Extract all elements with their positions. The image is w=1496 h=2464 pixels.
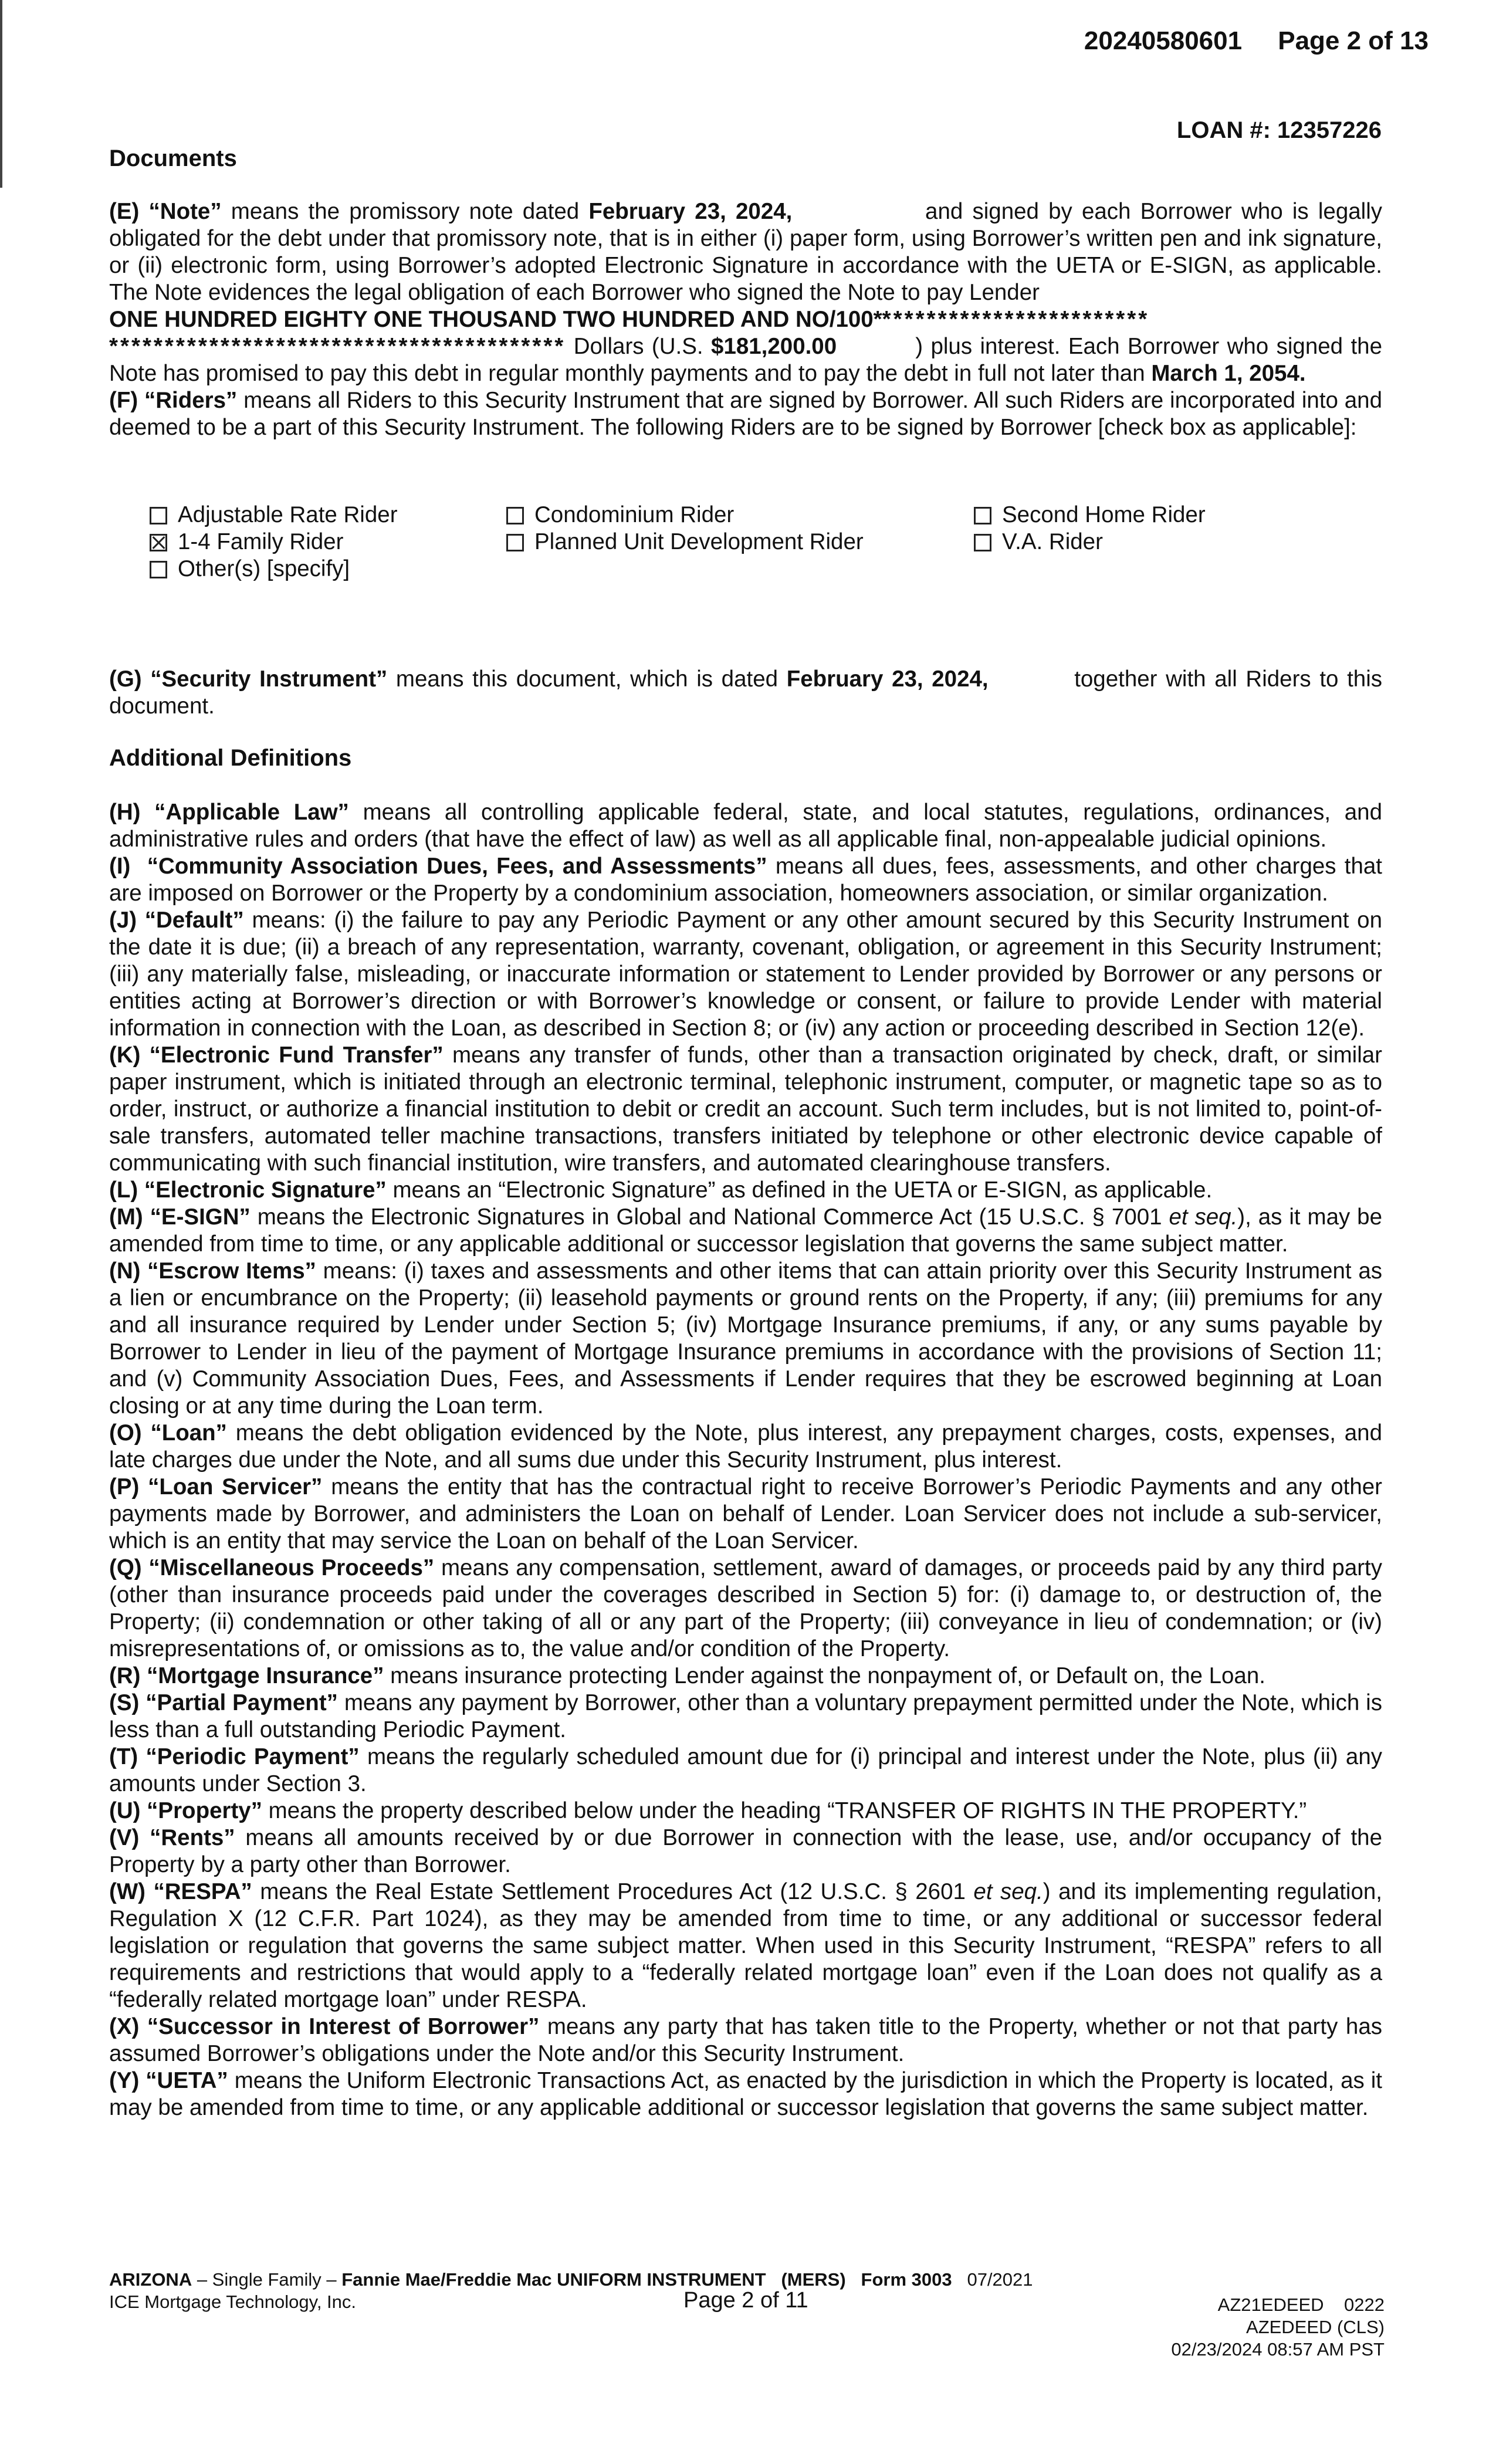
rider-second-home[interactable] (974, 502, 1206, 529)
definition-item (109, 1690, 1382, 1744)
definition-item (109, 1798, 1382, 1825)
definition-item (109, 2013, 1382, 2067)
footer-form-line (109, 2269, 1033, 2290)
loan-number: LOAN #: 12357226 (1176, 117, 1382, 143)
checkbox-1-4-family[interactable] (150, 534, 167, 551)
rider-label: Second Home Rider (1002, 502, 1206, 527)
note-date: February 23, 2024, (588, 199, 793, 224)
term: (Y) “UETA” (109, 2068, 228, 2093)
rider-pud[interactable] (506, 529, 864, 556)
definition-text: means all amounts received by or due Borrower in connection with the lease, use, and/or occupancy of the Property by a party other than Borrower. (109, 1825, 1382, 1877)
checkbox-adjustable-rate[interactable] (150, 507, 167, 524)
definition-text: means any party that has taken title to the Property, whether or not that party has assumed Borrower’s obligations under the Note and/or this Security Instrument. (109, 2014, 1382, 2066)
loan-amount-words: ONE HUNDRED EIGHTY ONE THOUSAND TWO HUNDRED AND NO/100* (109, 307, 882, 332)
definition-security-instrument (109, 666, 1389, 720)
rider-condominium[interactable] (506, 502, 734, 529)
section-heading-documents: Documents (109, 145, 237, 171)
definition-text: means all dues, fees, assessments, and other charges that are imposed on Borrower or the Property by a condominium association, homeowners association, or similar organization. (109, 854, 1382, 906)
checkbox-va[interactable] (974, 534, 991, 551)
note-text-3: Dollars (U.S. (566, 334, 712, 359)
rider-other[interactable] (150, 556, 350, 583)
footer-form-code: AZ21EDEED 0222 (1217, 2294, 1385, 2315)
security-text-1: means this document, which is dated (387, 666, 787, 692)
definition-item (109, 2067, 1382, 2121)
term-note: (E) “Note” (109, 199, 222, 224)
definition-item (109, 799, 1382, 853)
term: (S) “Partial Payment” (109, 1690, 338, 1715)
footer-form-number: Form 3003 (845, 2269, 952, 2290)
definition-item (109, 1663, 1382, 1690)
definition-text: ), as it may be amended from time to time, or any applicable additional or successor legislation that governs the same subject matter. (109, 1204, 1383, 1257)
footer-page-number: Page 2 of 11 (683, 2288, 808, 2313)
term-riders: (F) “Riders” (109, 388, 238, 413)
term: (N) “Escrow Items” (109, 1258, 316, 1284)
definition-item (109, 1825, 1382, 1879)
term: (J) “Default” (109, 908, 244, 933)
term: (K) “Electronic Fund Transfer” (109, 1043, 444, 1068)
recording-header (1084, 26, 1429, 56)
term: (O) “Loan” (109, 1420, 227, 1446)
rider-label: V.A. Rider (1002, 529, 1103, 554)
footer-form-type: – Single Family – (192, 2269, 342, 2290)
document-number: 20240580601 (1084, 26, 1243, 55)
term: (X) “Successor in Interest of Borrower” (109, 2014, 540, 2039)
footer-state: ARIZONA (109, 2269, 192, 2290)
checkbox-other[interactable] (150, 561, 167, 578)
definition-text: means any compensation, settlement, award of damages, or proceeds paid by any third party (other than insurance proceeds paid under the coverages described in Section 5) for: (i) damage to, or destruction of, the Property; (ii) condemnation or other taking of all or any part of the Property; (iii) conveyance in lieu of condemnation; or (iv) misrepresentations of, or omissions as to, the value and/or condition of the Property. (109, 1555, 1382, 1661)
term: (V) “Rents” (109, 1825, 235, 1850)
footer-form-date: 07/2021 (952, 2269, 1033, 2290)
term: (Q) “Miscellaneous Proceeds” (109, 1555, 435, 1580)
definition-note (109, 198, 1389, 441)
scan-edge-mark (0, 0, 2, 188)
definition-item (109, 1879, 1382, 2013)
additional-definitions (109, 799, 1382, 2121)
definition-italic: et seq. (1169, 1204, 1238, 1230)
note-text-1: means the promissory note dated (221, 199, 589, 224)
term: (W) “RESPA” (109, 1879, 252, 1904)
note-text-4: ) plus interest. Each Borrower who signed the Note has promised to pay this debt in regular monthly payments and to pay the debt in full not later than (109, 334, 1389, 386)
term: (I) “Community Association Dues, Fees, and Assessments” (109, 854, 767, 879)
rider-label: 1-4 Family Rider (178, 529, 344, 554)
term: (U) “Property” (109, 1798, 262, 1823)
term: (T) “Periodic Payment” (109, 1744, 360, 1769)
security-date: February 23, 2024, (786, 666, 989, 692)
amount-stars-2: ***************************************** (109, 334, 566, 359)
definition-text: means: (i) the failure to pay any Periodic Payment or any other amount secured by this Security Instrument on the date it is due; (ii) a breach of any representation, warranty, covenant, obligation, or agreement in this Security Instrument; (iii) any materially false, misleading, or inaccurate information or statement to Lender provided by Borrower or any persons or entities acting at Borrower’s direction or with Borrower’s knowledge or consent, or failure to provide Lender with material information in connection with the Loan, as described in Section 8; or (iv) any action or proceeding described in Section 12(e). (109, 908, 1383, 1041)
rider-label: Condominium Rider (534, 502, 735, 527)
definition-item (109, 1042, 1382, 1177)
definition-text: means insurance protecting Lender against the nonpayment of, or Default on, the Loan. (384, 1663, 1265, 1688)
definition-text: means the entity that has the contractual right to receive Borrower’s Periodic Payments and any other payments made by Borrower, and administers the Loan on behalf of Lender. Loan Servicer does not include a sub-servicer, which is an entity that may service the Loan on behalf of the Loan Servicer. (109, 1474, 1382, 1553)
definition-text: means the Electronic Signatures in Global and National Commerce Act (15 U.S.C. § 7001 (250, 1204, 1169, 1230)
rider-label: Adjustable Rate Rider (178, 502, 398, 527)
definition-item (109, 1744, 1382, 1798)
definition-item (109, 1420, 1382, 1474)
note-text-2: and signed by each Borrower who is legally obligated for the debt under that promissory note, that is in either (i) paper form, using Borrower’s written pen and ink signature, or (ii) electronic form, using Borrower’s adopted Electronic Signature in accordance with the UETA or E-SIGN, as applicable. The Note evidences the legal obligation of each Borrower who signed the Note to pay Lender (109, 199, 1389, 305)
term: (P) “Loan Servicer” (109, 1474, 323, 1500)
rider-adjustable-rate[interactable] (150, 502, 398, 529)
definition-item (109, 1474, 1382, 1555)
rider-checkbox-list (150, 502, 1382, 583)
definition-text: means the debt obligation evidenced by the Note, plus interest, any prepayment charges, costs, expenses, and late charges due under the Note, and all sums due under this Security Instrument, plus interest. (109, 1420, 1382, 1473)
definition-text: means all controlling applicable federal, state, and local statutes, regulations, ordinances, and administrative rules and orders (that have the effect of law) as well as all applicable final, non-appealable judicial opinions. (109, 800, 1382, 852)
footer-timestamp: 02/23/2024 08:57 AM PST (1171, 2339, 1385, 2360)
checkbox-second-home[interactable] (974, 507, 991, 524)
term: (H) “Applicable Law” (109, 800, 349, 825)
term: (R) “Mortgage Insurance” (109, 1663, 384, 1688)
recording-page-label: Page 2 of 13 (1278, 26, 1429, 55)
definition-item (109, 1555, 1382, 1663)
riders-text: means all Riders to this Security Instrument that are signed by Borrower. All such Riders are incorporated into and deemed to be a part of this Security Instrument. The following Riders are to be signed by Borrower [check box as applicable]: (109, 388, 1382, 440)
footer-codes (1171, 2294, 1385, 2361)
rider-label: Planned Unit Development Rider (534, 529, 864, 554)
definition-item (109, 907, 1382, 1042)
definition-text: means an “Electronic Signature” as defined in the UETA or E-SIGN, as applicable. (386, 1177, 1213, 1203)
term: (L) “Electronic Signature” (109, 1177, 387, 1203)
term-security-instrument: (G) “Security Instrument” (109, 666, 388, 692)
definition-text: means: (i) taxes and assessments and other items that can attain priority over this Security Instrument as a lien or encumbrance on the Property; (ii) leasehold payments or ground rents on the Property, if any; (iii) premiums for any and all insurance required by Lender under Section 5; (iv) Mortgage Insurance premiums, if any, or any sums payable by Borrower to Lender in lieu of the payment of Mortgage Insurance premiums in accordance with the provisions of Section 11; and (v) Community Association Dues, Fees, and Assessments if Lender requires that they be escrowed beginning at Loan closing or at any time during the Loan term. (109, 1258, 1382, 1419)
footer-mers: (MERS) (766, 2269, 846, 2290)
rider-label: Other(s) [specify] (178, 556, 350, 581)
definition-item (109, 1258, 1382, 1420)
definition-item (109, 853, 1382, 907)
definition-text: means any payment by Borrower, other than a voluntary prepayment permitted under the Note, which is less than a full outstanding Periodic Payment. (109, 1690, 1382, 1742)
term: (M) “E-SIGN” (109, 1204, 251, 1230)
footer-doc-code: AZEDEED (CLS) (1246, 2317, 1385, 2337)
amount-stars-1: ************************ (882, 307, 1150, 332)
definition-item (109, 1204, 1382, 1258)
definition-text: means the regularly scheduled amount due for (i) principal and interest under the Note, plus (ii) any amounts under Section 3. (109, 1744, 1382, 1796)
definition-italic: et seq. (973, 1879, 1043, 1904)
definition-text: means the property described below under the heading “TRANSFER OF RIGHTS IN THE PROPERTY.” (262, 1798, 1307, 1823)
definition-text: ) and its implementing regulation, Regulation X (12 C.F.R. Part 1024), as they may be amended from time to time, or any additional or successor federal legislation or regulation that governs the same subject matter. When used in this Security Instrument, “RESPA” refers to all requirements and restrictions that would apply to a “federally related mortgage loan” even if the Loan does not qualify as a “federally related mortgage loan” under RESPA. (109, 1879, 1382, 2012)
section-heading-additional-definitions: Additional Definitions (109, 745, 352, 771)
definition-item (109, 1177, 1382, 1204)
footer-form-name: Fannie Mae/Freddie Mac UNIFORM INSTRUMENT (341, 2269, 766, 2290)
loan-amount: $181,200.00 (711, 334, 837, 359)
checkbox-pud[interactable] (506, 534, 524, 551)
rider-va[interactable] (974, 529, 1103, 556)
security-text-2: together with all Riders to this document. (109, 666, 1389, 719)
rider-1-4-family[interactable] (150, 529, 343, 556)
definition-text: means any transfer of funds, other than a transaction originated by check, draft, or similar paper instrument, which is initiated through an electronic terminal, telephonic instrument, computer, or magnetic tape so as to order, instruct, or authorize a financial institution to debit or credit an account. Such term includes, but is not limited to, point-of-sale transfers, automated teller machine transactions, transfers initiated by telephone or other electronic device capable of communicating with such financial institution, wire transfers, and automated clearinghouse transfers. (109, 1043, 1382, 1176)
maturity-date: March 1, 2054. (1151, 361, 1306, 386)
footer-vendor: ICE Mortgage Technology, Inc. (109, 2292, 357, 2312)
definition-text: means the Uniform Electronic Transactions Act, as enacted by the jurisdiction in which the Property is located, as it may be amended from time to time, or any applicable additional or successor legislation that governs the same subject matter. (109, 2068, 1383, 2120)
checkbox-condominium[interactable] (506, 507, 524, 524)
definition-text: means the Real Estate Settlement Procedures Act (12 U.S.C. § 2601 (252, 1879, 974, 1904)
